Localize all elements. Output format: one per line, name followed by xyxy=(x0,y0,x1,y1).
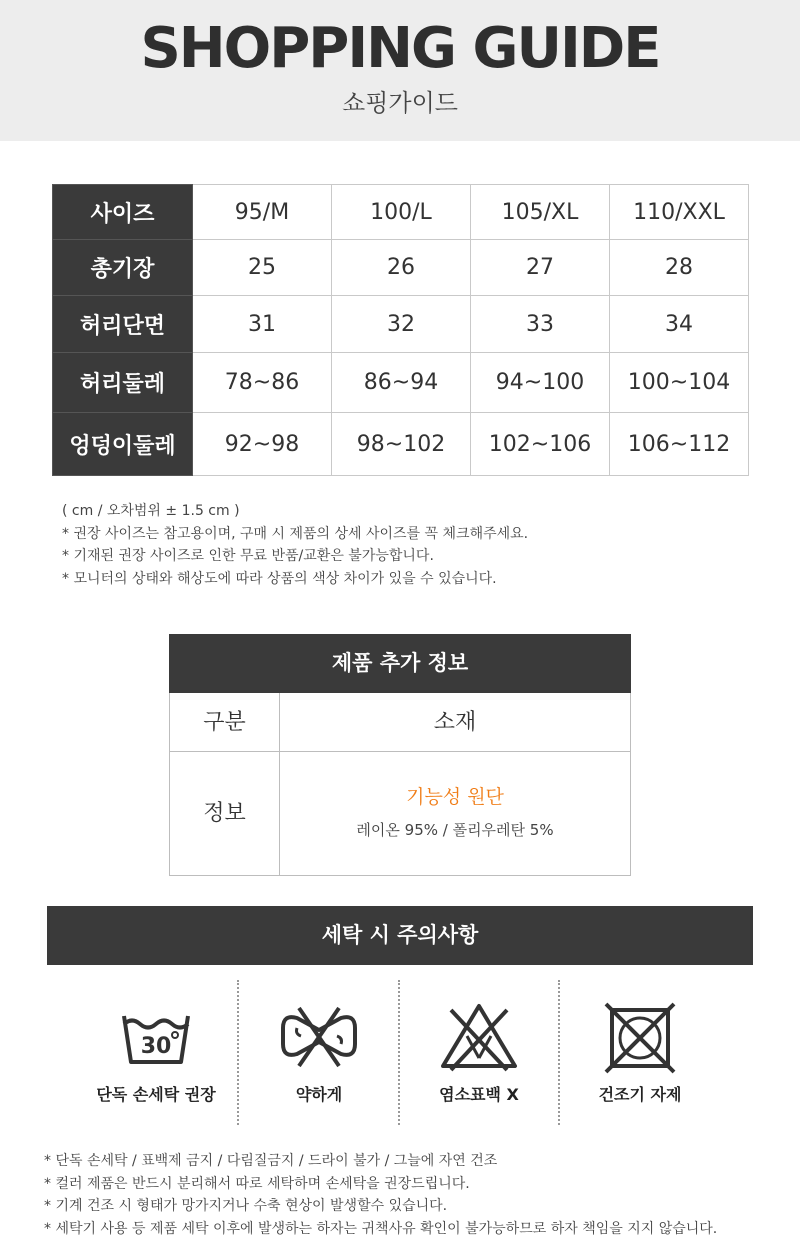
table-cell: 86~94 xyxy=(332,353,471,413)
note-line: * 기재된 권장 사이즈로 인한 무료 반품/교환은 불가능합니다. xyxy=(62,548,434,564)
table-cell: 100/L xyxy=(332,185,471,240)
table-cell: 33 xyxy=(471,296,610,353)
table-row xyxy=(53,240,749,296)
material-cell xyxy=(280,752,630,875)
wash-label: 약하게 xyxy=(295,1085,343,1104)
note-line: * 세탁기 사용 등 제품 세탁 이후에 발생하는 하자는 귀책사유 확인이 불가능하므로 하자 책임을 지지 않습니다. xyxy=(44,1220,718,1237)
page-title: SHOPPING GUIDE xyxy=(140,16,660,81)
page-header xyxy=(0,0,800,141)
note-line: ( cm / 오차범위 ± 1.5 cm ) xyxy=(62,503,240,519)
fabric-composition: 레이온 95% / 폴리우레탄 5% xyxy=(356,821,554,839)
note-line: * 컬러 제품은 반드시 분리해서 따로 세탁하며 손세탁을 권장드립니다. xyxy=(44,1175,470,1192)
wash-item-gentle xyxy=(239,990,399,1120)
table-cell: 27 xyxy=(471,240,610,296)
wash-label: 단독 손세탁 권장 xyxy=(96,1085,216,1104)
category-header: 구분 xyxy=(170,693,280,751)
row-header: 총기장 xyxy=(53,240,193,296)
size-notes xyxy=(62,500,528,590)
no-bleach-icon xyxy=(439,1000,519,1080)
table-cell: 28 xyxy=(610,240,749,296)
table-row xyxy=(53,413,749,476)
table-cell: 94~100 xyxy=(471,353,610,413)
table-row xyxy=(53,185,749,240)
row-header: 허리단면 xyxy=(53,296,193,353)
row-header: 사이즈 xyxy=(53,185,193,240)
wash-item-no-bleach xyxy=(399,990,559,1120)
table-cell: 106~112 xyxy=(610,413,749,476)
table-cell: 100~104 xyxy=(610,353,749,413)
table-cell: 34 xyxy=(610,296,749,353)
page-subtitle: 쇼핑가이드 xyxy=(342,89,458,117)
wash-temperature: 30 xyxy=(140,1034,172,1059)
note-line: * 권장 사이즈는 참고용이며, 구매 시 제품의 상세 사이즈를 꼭 체크해주세요. xyxy=(62,525,529,542)
table-cell: 92~98 xyxy=(193,413,332,476)
fabric-name: 기능성 원단 xyxy=(406,786,504,808)
washing-notes xyxy=(44,1150,717,1240)
product-info-table xyxy=(169,634,631,876)
note-line: * 단독 손세탁 / 표백제 금지 / 다림질금지 / 드라이 불가 / 그늘에 자연 건조 xyxy=(44,1153,498,1169)
wash-label: 염소표백 X xyxy=(439,1085,519,1104)
product-info-header-row xyxy=(170,693,630,752)
row-header: 허리둘레 xyxy=(53,353,193,413)
wash-label: 건조기 자제 xyxy=(598,1085,682,1104)
table-cell: 102~106 xyxy=(471,413,610,476)
table-cell: 105/XL xyxy=(471,185,610,240)
hand-wash-30-icon xyxy=(116,1000,196,1080)
note-line: * 모니터의 상태와 해상도에 따라 상품의 색상 차이가 있을 수 있습니다. xyxy=(62,570,497,587)
gentle-wash-icon xyxy=(279,1000,359,1080)
size-table xyxy=(52,184,749,476)
note-line: * 기계 건조 시 형태가 망가지거나 수축 현상이 발생할수 있습니다. xyxy=(44,1198,448,1214)
no-tumble-dry-icon xyxy=(600,1000,680,1080)
table-cell: 25 xyxy=(193,240,332,296)
info-label: 정보 xyxy=(170,752,280,875)
table-cell: 110/XXL xyxy=(610,185,749,240)
product-info-title: 제품 추가 정보 xyxy=(169,634,631,693)
row-header: 엉덩이둘레 xyxy=(53,413,193,476)
washing-title: 세탁 시 주의사항 xyxy=(47,906,753,965)
table-cell: 26 xyxy=(332,240,471,296)
wash-item-no-tumble-dry xyxy=(560,990,720,1120)
table-cell: 98~102 xyxy=(332,413,471,476)
material-header: 소재 xyxy=(433,710,477,735)
table-cell: 78~86 xyxy=(193,353,332,413)
table-cell: 95/M xyxy=(193,185,332,240)
table-cell: 31 xyxy=(193,296,332,353)
product-info-row xyxy=(170,752,630,875)
table-cell: 32 xyxy=(332,296,471,353)
table-row xyxy=(53,296,749,353)
table-row xyxy=(53,353,749,413)
wash-item-hand-wash xyxy=(76,990,236,1120)
